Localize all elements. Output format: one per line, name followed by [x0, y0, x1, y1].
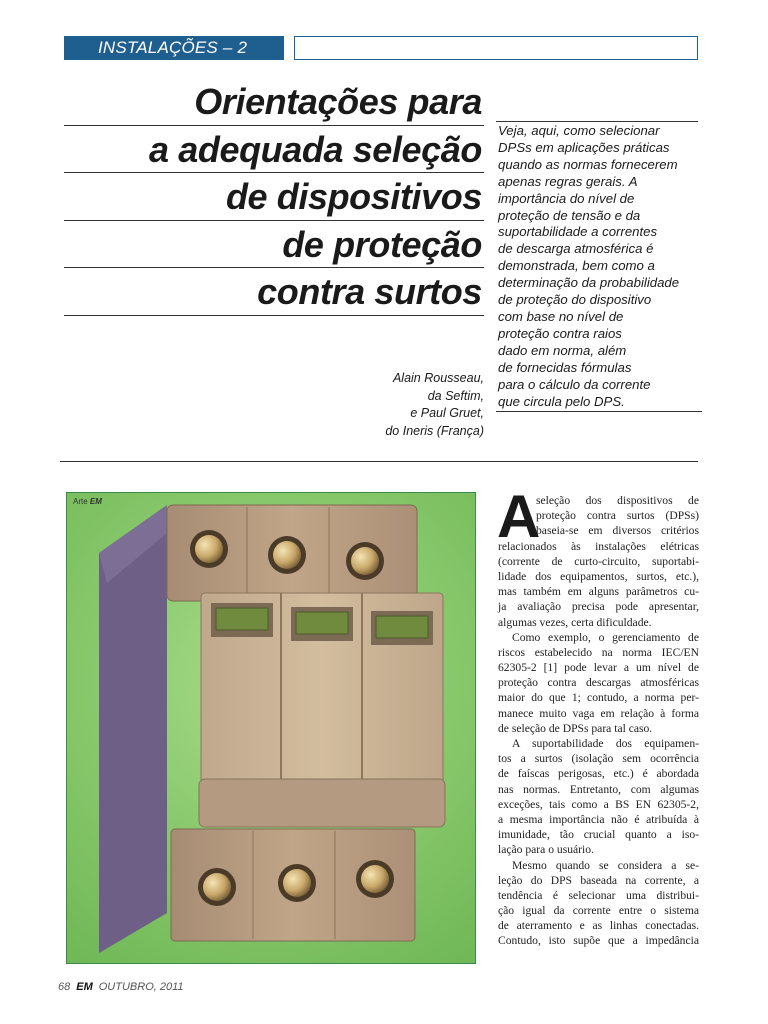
body-line: Contudo, isto supõe que a impedância: [498, 934, 699, 948]
lead-line: de fornecidas fórmulas: [498, 359, 632, 375]
body-line: a mesma importância não é atribuída à: [498, 812, 699, 826]
body-line: relacionados às instalações elétricas: [498, 539, 699, 553]
lead-line: demonstrada, bem como a: [498, 258, 655, 274]
author-line: Alain Rousseau,: [392, 371, 484, 385]
figure-credit: Arte EM: [73, 497, 102, 506]
lead-line: Veja, aqui, como selecionar: [498, 123, 660, 138]
lead-line: de proteção do dispositivo: [498, 292, 652, 308]
body-line: ja avaliação precisa pode apresentar,: [498, 600, 699, 614]
magazine-name: EM: [76, 981, 93, 993]
body-line: exceções, tais como a BS EN 62305-2,: [498, 797, 699, 811]
lead-line: apenas regras gerais. A: [498, 173, 638, 189]
lead-line: importância do nível de: [498, 190, 635, 206]
body-line: baseia-se em diversos critérios: [536, 524, 699, 538]
lead-line: para o cálculo da corrente: [498, 376, 651, 392]
issue-date: OUTUBRO, 2011: [98, 981, 184, 993]
body-line: algumas vezes, certa dificuldade.: [498, 615, 652, 629]
module-base: [199, 779, 445, 827]
surge-protector-drawing: [67, 493, 476, 964]
author-line: da Seftim,: [427, 388, 484, 403]
body-line: lidade dos equipamentos, surtos, etc.),: [498, 569, 699, 583]
page-footer: [58, 981, 184, 993]
body-text: [497, 483, 699, 949]
status-window: [296, 612, 348, 634]
body-line: tendência é selecionar uma distribui-: [498, 888, 699, 902]
lead-line: que circula pelo DPS.: [498, 393, 625, 409]
body-line: (corrente de curto-circuito, suportabi-: [498, 554, 699, 568]
author-line: e Paul Gruet,: [410, 406, 484, 420]
lead-rule-bottom: [496, 411, 702, 412]
surge-protector-illustration: [66, 492, 476, 964]
body-line: lação para o usuário.: [498, 843, 594, 857]
lead-line: com base no nível de: [498, 308, 624, 324]
status-window: [376, 616, 428, 638]
body-line: 62305-2 [1] pode levar a um nível de: [498, 661, 699, 675]
title-line: Orientações para: [64, 78, 484, 126]
body-line: imunidade, tão crucial quanto a iso-: [498, 828, 699, 842]
author-credits: [330, 370, 484, 440]
title-line: de proteção: [64, 221, 484, 269]
body-line: de seleção de DPSs para tal caso.: [498, 721, 653, 735]
section-divider: [60, 461, 698, 462]
author-line: do Ineris (França): [385, 423, 484, 438]
lead-line: DPSs em aplicações práticas: [498, 139, 670, 155]
lead-rule-top: [496, 121, 698, 122]
title-line: de dispositivos: [64, 173, 484, 221]
title-line: contra surtos: [64, 268, 484, 316]
body-line: proteção contra surtos (DPSs): [536, 509, 699, 523]
body-line: Como exemplo, o gerenciamento de: [512, 630, 699, 644]
lead-line: dado em norma, além: [498, 342, 627, 358]
section-tag: INSTALAÇÕES – 2: [64, 36, 284, 60]
body-line: A suportabilidade dos equipamen-: [512, 737, 699, 750]
drop-cap: A: [497, 483, 541, 550]
page-number: 68: [58, 981, 71, 993]
lead-line: proteção contra raios: [498, 325, 622, 341]
body-line: leção do DPS baseada na corrente, a: [498, 873, 699, 887]
body-line: de aterramento e as linhas conectadas.: [498, 919, 699, 933]
body-line: de faíscas perigosas, etc.) é abordada: [498, 767, 699, 781]
body-line: maior do que 1; contudo, a norma per-: [498, 691, 699, 705]
lead-line: quando as normas fornecerem: [498, 156, 678, 172]
body-line: riscos estabelecido na norma IEC/EN: [498, 645, 699, 659]
lead-line: proteção de tensão e da: [498, 207, 641, 223]
article-title: [64, 78, 484, 316]
body-line: manece muito vaga em relação à forma: [498, 706, 699, 720]
body-line: nas normas. Entretanto, com algumas: [498, 782, 699, 796]
section-tag-box: [294, 36, 698, 60]
lead-line: de descarga atmosférica é: [498, 241, 654, 257]
lead-paragraph: [498, 123, 698, 410]
title-line: a adequada seleção: [64, 126, 484, 174]
body-line: tos a surtos (isolação sem ocorrência: [498, 752, 699, 766]
lead-line: suportabilidade a correntes: [498, 224, 658, 240]
body-line: proteção contra descargas atmosféricas: [498, 676, 699, 690]
body-line: ção igual da corrente entre o sistema: [498, 904, 699, 918]
body-line: mas também em alguns parâmetros cu-: [498, 585, 699, 599]
lead-line: determinação da probabilidade: [498, 275, 680, 291]
body-line: seleção dos dispositivos de: [536, 494, 699, 507]
status-window: [216, 608, 268, 630]
body-line: Mesmo quando se considera a se-: [512, 858, 699, 872]
